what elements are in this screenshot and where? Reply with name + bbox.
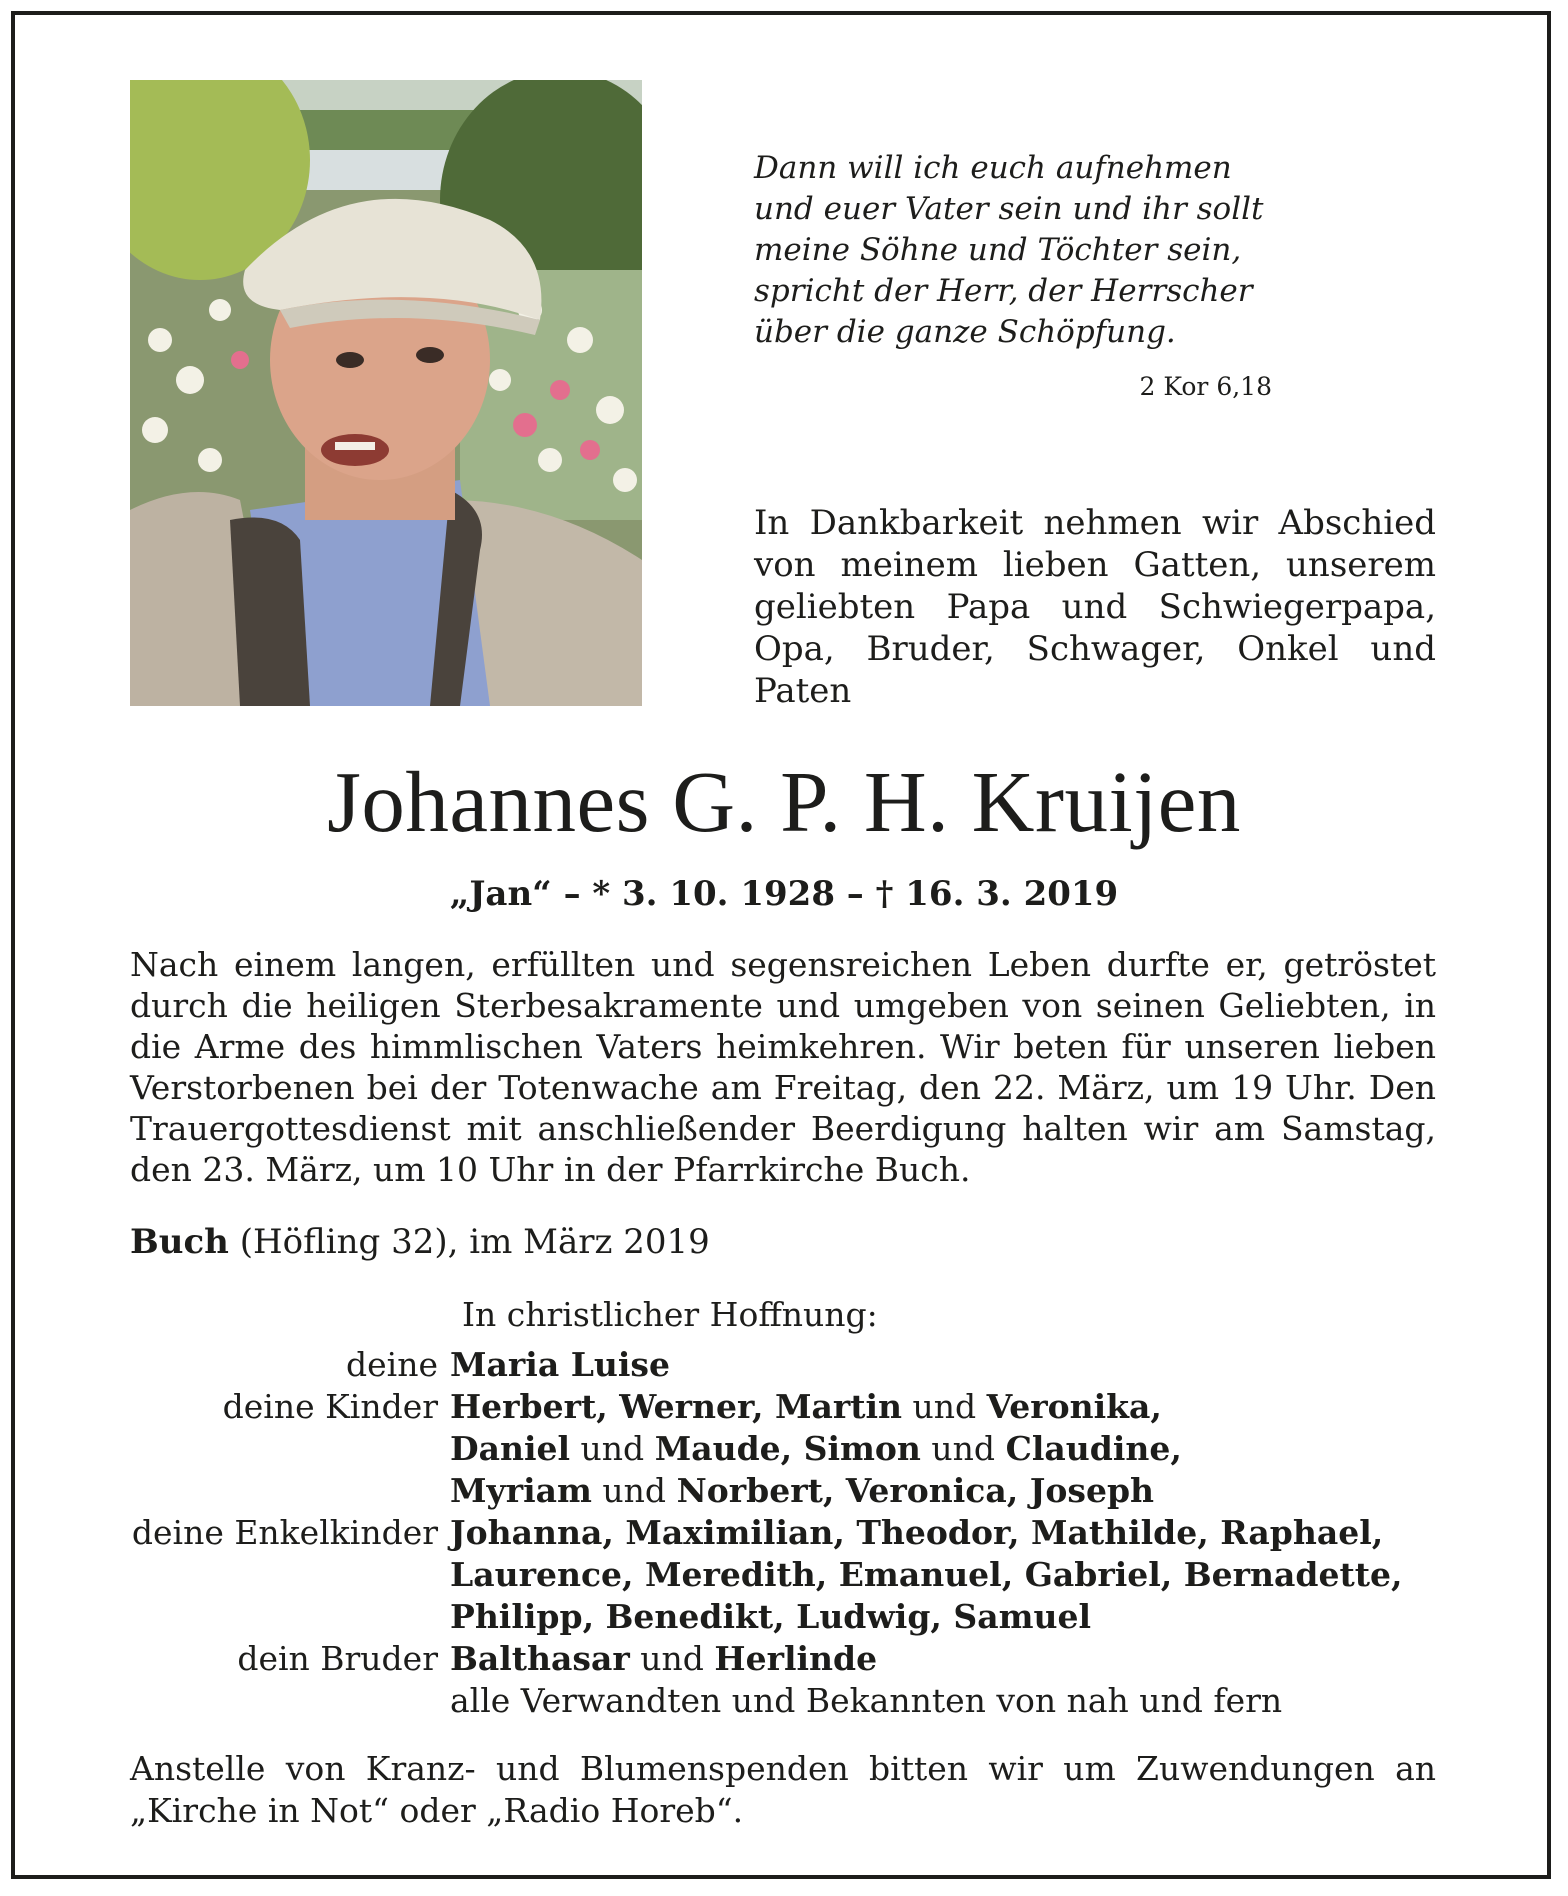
mourner-relation: dein Bruder <box>237 1639 438 1678</box>
place-and-date <box>130 1222 710 1262</box>
mourner-name-part: Balthasar <box>450 1639 630 1678</box>
mourner-row <box>0 1345 1568 1387</box>
mourner-relation: deine Kinder <box>222 1387 438 1426</box>
mourner-name-part: Philipp, Benedikt, Ludwig, Samuel <box>450 1597 1092 1636</box>
christian-hope-heading: In christlicher Hoffnung: <box>462 1295 878 1334</box>
mourner-row <box>0 1555 1568 1597</box>
mourner-relation: deine Enkelkinder <box>131 1513 438 1552</box>
mourner-names <box>450 1639 877 1678</box>
mourner-names <box>450 1555 1402 1594</box>
mourner-row <box>0 1429 1568 1471</box>
mourner-name-part: und <box>570 1429 655 1468</box>
mourner-name-part: und <box>629 1639 715 1678</box>
address-date: (Höfling 32), im März 2019 <box>228 1222 710 1262</box>
mourner-names <box>450 1597 1091 1636</box>
mourner-row <box>0 1597 1568 1639</box>
verse-line: und euer Vater sein und ihr sollt <box>754 191 1264 227</box>
town-name: Buch <box>130 1222 229 1262</box>
mourner-row <box>0 1681 1568 1723</box>
mourner-names <box>450 1513 1383 1552</box>
mourner-row <box>0 1639 1568 1681</box>
mourner-row <box>0 1513 1568 1555</box>
mourner-name-part: Veronika, <box>986 1387 1162 1426</box>
mourner-names <box>450 1681 1282 1720</box>
mourner-name-part: Maude, Simon <box>654 1429 921 1468</box>
verse-line: über die ganze Schöpfung. <box>754 314 1176 350</box>
mourner-name-part: und <box>591 1471 677 1510</box>
mourner-name-part: Laurence, Meredith, Emanuel, Gabriel, Bernadette, <box>450 1555 1403 1594</box>
farewell-intro: In Dankbarkeit nehmen wir Abschied von meinem lieben Gatten, unserem geliebten Papa und Schwiegerpapa, Opa, Bruder, Schwager, Onkel und Paten <box>754 503 1436 711</box>
deceased-name: Johannes G. P. H. Kruijen <box>327 753 1241 850</box>
donation-request: Anstelle von Kranz- und Blumenspenden bitten wir um Zuwendungen an „Kirche in Not“ oder „Radio Horeb“. <box>130 1749 1436 1830</box>
mourner-name-part: Maria Luise <box>450 1345 671 1384</box>
mourner-name-part: und <box>920 1429 1006 1468</box>
verse-line: Dann will ich euch aufnehmen <box>754 150 1232 186</box>
mourner-relation: deine <box>346 1345 438 1384</box>
mourner-names <box>450 1387 1162 1426</box>
verse-reference: 2 Kor 6,18 <box>1139 372 1272 401</box>
mourner-row <box>0 1471 1568 1513</box>
mourner-name-part: Daniel <box>450 1429 571 1468</box>
verse-line: meine Söhne und Töchter sein, <box>754 232 1242 268</box>
mourner-name-part: Norbert, Veronica, Joseph <box>676 1471 1155 1510</box>
mourner-name-part: Claudine, <box>1005 1429 1182 1468</box>
mourners-list <box>0 1345 1568 1723</box>
portrait-photo <box>130 80 642 706</box>
mourner-name-part: Myriam <box>450 1471 592 1510</box>
mourner-name-part: alle Verwandten und Bekannten von nah und fern <box>450 1681 1283 1720</box>
mourner-name-part: Herlinde <box>714 1639 878 1678</box>
mourner-name-part: und <box>902 1387 987 1426</box>
mourner-names <box>450 1471 1154 1510</box>
mourner-name-part: Johanna, Maximilian, Theodor, Mathilde, Raphael, <box>450 1513 1384 1552</box>
announcement-text: Nach einem langen, erfüllten und segensreichen Leben durfte er, getröstet durch die heiligen Sterbesakramente und umgeben von seinen Geliebten, in die Arme des himmlischen Vaters heimkehren. Wir beten für unseren lieben Verstorbenen bei der Totenwache am Freitag, den 22. März, um 19 Uhr. Den Trauergottesdienst mit anschließender Beerdigung halten wir am Samstag, den 23. März, um 10 Uhr in der Pfarrkirche Buch. <box>130 945 1436 1189</box>
bible-verse <box>754 148 1294 353</box>
mourner-row <box>0 1387 1568 1429</box>
verse-line: spricht der Herr, der Herrscher <box>754 273 1253 309</box>
mourner-name-part: Herbert, Werner, Martin <box>450 1387 903 1426</box>
mourner-names <box>450 1345 670 1384</box>
mourner-names <box>450 1429 1182 1468</box>
life-dates: „Jan“ – * 3. 10. 1928 – † 16. 3. 2019 <box>449 874 1119 914</box>
